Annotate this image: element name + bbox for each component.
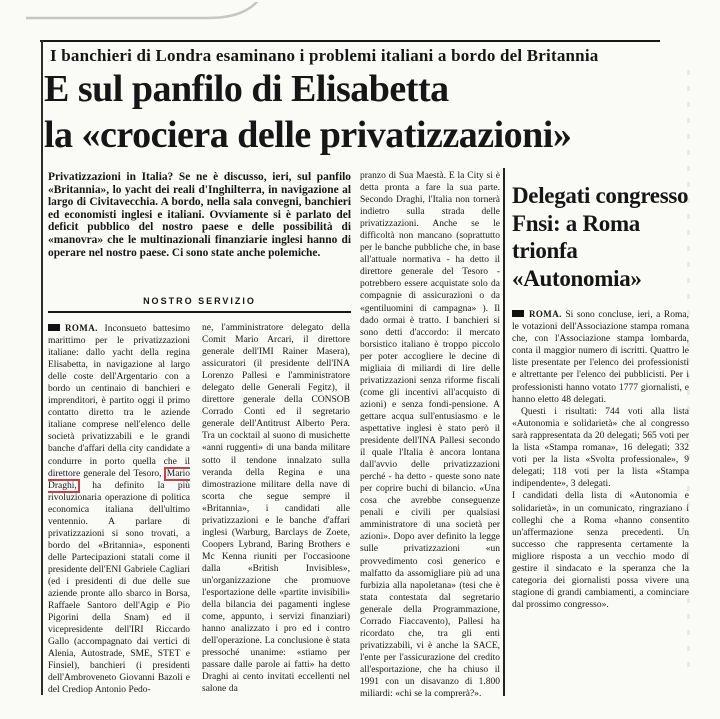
left-rule	[41, 40, 43, 695]
article-column-1	[48, 322, 190, 696]
sidebar-paragraph-1	[512, 308, 689, 406]
kicker: I banchieri di Londra esaminano i problemi italiani a bordo del Britannia	[50, 46, 599, 65]
main-headline	[44, 66, 696, 158]
sidebar-body	[512, 308, 689, 611]
top-rule	[40, 40, 660, 42]
page-curl-artifact	[26, 2, 271, 36]
article-column-3: pranzo di Sua Maestà. E la City si è detta pronta a fare la sua parte. Secondo Draghi, l'Italia non tornerà indietro sulla strada delle privatizzazioni. Anche se le difficoltà non mancano (soprattutto per le banche pubbliche che, in base all'attuale normativa - ha detto il direttore generale del Tesoro - potrebbero essere acquistate solo da compagnie di assicurazioni o da «gentiluomini di campagna» ). Il dado ormai è tratto. I banchieri si sono detti d'accordo: il mercato borsistico italiano è troppo piccolo per poter accogliere le decine di migliaia di miliardi di lire delle privatizzazioni senza riforme fiscali (come gli incentivi all'acquisto di azioni) e senza fondi-pensione. A gettare acqua sull'entusiasmo e le aspettative inglesi è stato però il presidente dell'INA Pallesi secondo il quale l'Italia è ancora lontana dall'avvio delle privatizzazioni perché - ha detto - queste sono nate per coprire buchi di bilancio. «Una cosa che avrebbe conseguenze penali e civili per qualsiasi amministratore di una società per azioni». Dopo aver definito la legge sulle privatizzazioni «un provvedimento così generico e malfatto da assomigliare più ad una furbizia alla napoletana» (tesi che è stata contestata dal segretario generale della Programmazione, Corrado Fiaccavento), Pallesi ha ricordato che, tra gli enti privatizzabili, vi è anche la SACE, l'ente per l'assicurazione del credito all'esportazione, che ha chiuso il 1991 con un disavanzo di 1.800 miliardi: «chi se la comprerà?».	[360, 171, 500, 700]
main-headline-line-2: la «crociera delle privatizzazioni»	[44, 114, 572, 156]
square-bullet-icon	[48, 324, 60, 331]
intro-paragraph: Privatizzazioni in Italia? Se ne è discusso, ieri, sul panfilo «Britannia», lo yacht dei reali d'Inghilterra, in navigazione al largo di Civitavecchia. A bordo, nella sala convegni, banchieri ed economisti inglesi e italiani. Ovviamente si è parlato del deficit pubblico del nostro paese e delle possibilità di «manovra» che le multinazionali finanziarie inglesi hanno di operare nel nostro paese. Ci sono state anche polemiche.	[48, 171, 351, 259]
sidebar-article	[512, 170, 689, 611]
byline: NOSTRO SERVIZIO	[48, 296, 351, 313]
sidebar-paragraph-3: I candidati della lista di «Autonomia e solidarietà», in un comunicato, ringraziano i colleghi che a Roma «hanno consentito un'affermazione senza precedenti. Un successo che rappresenta certamente la migliore risposta a un vecchio modo di gestire il sindacato e la speranza che la categoria dei giornalisti possa vivere una stagione di grandi cambiamenti, a cominciare dal prossimo congresso».	[512, 491, 689, 611]
article-column-2: ne, l'amministratore delegato della Comit Mario Arcari, il direttore generale dell'IMI Rainer Masera), assicuratori (il presidente dell'INA Lorenzo Pallesi e l'amministratore delegato delle Generali Fegitz), il direttore generale della CONSOB Corrado Conti ed il segretario generale dell'Antitrust Alberto Pera. Tra un cocktail al suono di musichette «anni ruggenti» di una banda militare sotto il tendone innalzato sulla veranda della Regina e una dimostrazione militare della nave di scorta che segue sempre il «Britannia», i candidati alle privatizzazioni e le banche d'affari inglesi (Warburg, Barclays de Zoete, Coopers Lybrand, Baring Brothers e Mc Kenna riuniti per l'occasioone dalla «British Invisibles», un'organizzazione che promuove l'esportazione delle «partite invisibili» della bilancia dei pagamenti inglese come, appunto, i servizi finanziari) hanno analizzato i pro ed i contro dell'operazione. La conclusione è stata pressoché unanime: «stiamo per passare dalle parole ai fatti» ha detto Draghi ai cento invitati eccellenti nel salone da	[202, 323, 350, 695]
square-bullet-icon	[512, 310, 524, 317]
article-col1-text-pre: Inconsueto battesimo marittimo per le privatizzazioni italiane: dallo yacht della regina Elisabetta, in navigazione al largo delle coste dell'Argentario con a bordo un centinaio di banchieri e imprenditori, è partito oggi il primo contatto diretto tra le aziende italiane comprese nell'elenco delle società privatizzabili e le grandi banche d'affari della city candidate a condurre in porto quella che il direttore generale del Tesoro,	[48, 324, 190, 479]
sidebar-paragraph-2: Questi i risultati: 744 voti alla lista «Autonomia e solidarietà» che al congresso sarà rappresentata da 20 delegati; 565 voti per la lista «Stampa romana», 16 delegati; 332 voti per la lista «Svolta professionale», 9 delegati; 118 voti per la lista «Stampa indipendente», 3 delegati.	[512, 406, 689, 490]
sidebar-divider-rule	[503, 168, 505, 696]
mario-draghi-highlight-box: Mario Draghi,	[48, 468, 190, 491]
article-col1-text-post: ha definito la più rivoluzionaria operazione di politica economica italiana dell'ultimo ventennio. A parlare di privatizzazioni si sono trovati, a bordo del «Britannia», esponenti delle Partecipazioni statali come il presidente dell'ENI Gabriele Cagliari (ed i presidenti di due delle sue aziende pronte allo sbarco in Borsa, Raffaele Santoro dell'Agip e Pio Pigorini della Snam) ed il vicepresidente dell'IRI Riccardo Gallo (accompagnato dai vertici di Alenia, Autostrade, SME, STET e Finsiel), banchieri (i presidenti dell'Ambroveneto Giovanni Bazoli e del Crediop Antonio Pedo-	[48, 480, 190, 696]
article-dateline: ROMA.	[65, 323, 98, 333]
sidebar-p1-text: Si sono concluse, ieri, a Roma, le votazioni dell'Associazione stampa romana che, con l'Associazione stampa lombarda, conta il maggior numero di iscritti. Quattro le liste presentate per l'elenco dei professionisti e altrettante per l'elenco dei pubblicisti. Per i professionisti hanno votato 1777 giornalisti, e hanno eletto 48 delegati.	[512, 310, 689, 405]
sidebar-dateline: ROMA.	[529, 309, 562, 319]
sidebar-headline: Delegati congresso Fnsi: a Roma trionfa «Autonomia»	[512, 183, 689, 291]
main-headline-line-1: E sul panfilo di Elisabetta	[44, 68, 449, 110]
